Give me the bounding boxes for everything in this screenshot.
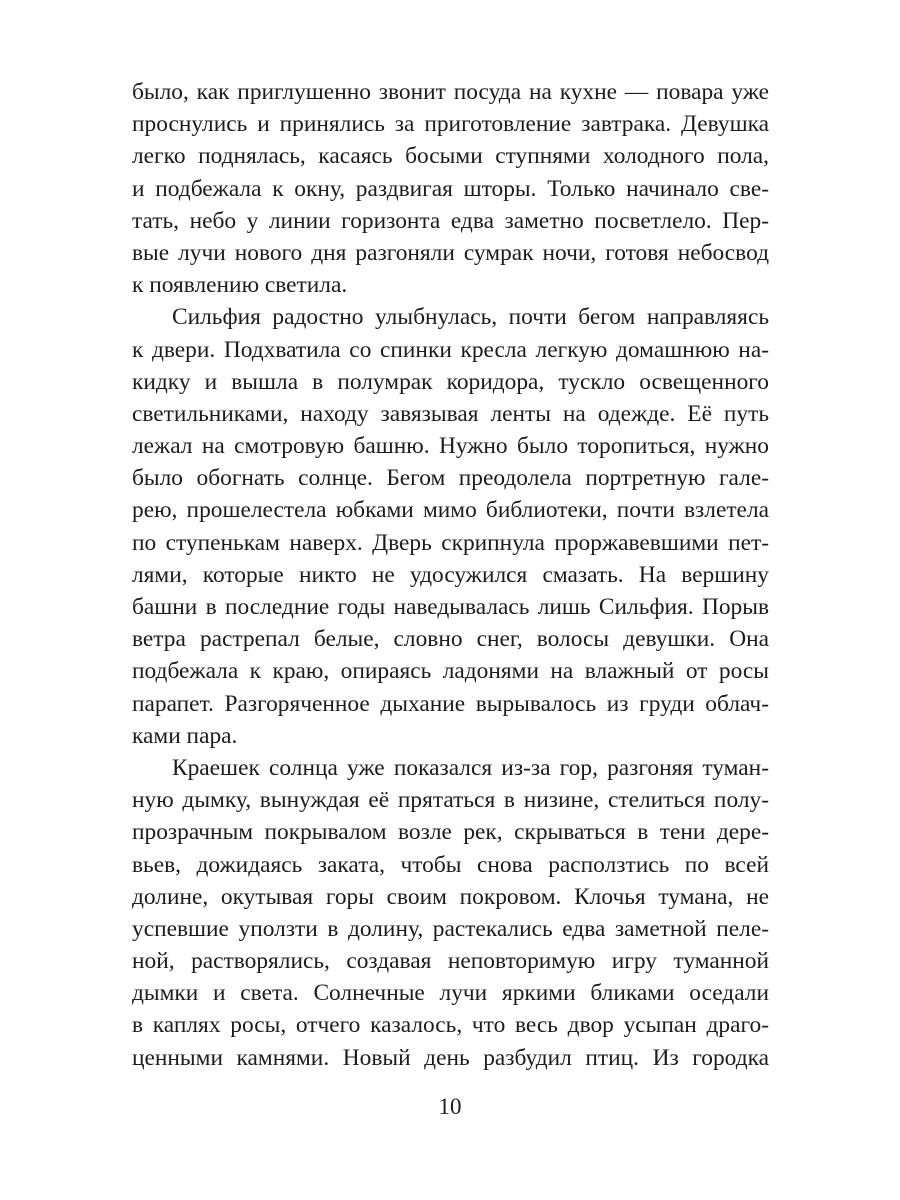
text-line: вые лучи нового дня разгоняли сумрак ночи, готовя небосвод xyxy=(132,239,769,266)
text-line: дымки и света. Солнечные лучи яркими бликами оседали xyxy=(132,980,769,1007)
text-line: по ступенькам наверх. Дверь скрипнула проржавевшими пет- xyxy=(132,529,769,556)
text-line: к двери. Подхватила со спинки кресла легкую домашнюю на- xyxy=(132,336,769,363)
text-line: ной, растворялись, создавая неповторимую игру туманной xyxy=(132,948,769,975)
paragraph-3 xyxy=(132,752,769,1074)
text-line: долине, окутывая горы своим покровом. Клочья тумана, не xyxy=(132,883,769,910)
paragraph-1 xyxy=(132,76,769,301)
text-line: Краешек солнца уже показался из-за гор, разгоняя туман- xyxy=(172,754,769,781)
text-line: ценными камнями. Новый день разбудил птиц. Из городка xyxy=(132,1044,769,1071)
text-line: светильниками, находу завязывая ленты на одежде. Её путь xyxy=(132,400,769,427)
text-line: легко поднялась, касаясь босыми ступнями холодного пола, xyxy=(132,143,769,170)
paragraph-2 xyxy=(132,301,769,752)
text-line: в каплях росы, отчего казалось, что весь двор усыпан драго- xyxy=(132,1012,769,1039)
text-line: подбежала к краю, опираясь ладонями на влажный от росы xyxy=(132,658,769,685)
text-line: к появлению светила. xyxy=(132,272,348,299)
text-line: тать, небо у линии горизонта едва заметно посветлело. Пер- xyxy=(132,207,769,234)
text-line: ную дымку, вынуждая её прятаться в низине, стелиться полу- xyxy=(132,787,769,814)
text-line: вьев, дожидаясь заката, чтобы снова расползтись по всей xyxy=(132,851,769,878)
text-line: парапет. Разгоряченное дыхание вырывалось из груди облач- xyxy=(132,690,769,717)
text-line: башни в последние годы наведывалась лишь Сильфия. Порыв xyxy=(132,594,769,620)
text-line: ками пара. xyxy=(132,722,238,749)
text-line: ветра растрепал белые, словно снег, волосы девушки. Она xyxy=(132,626,769,653)
text-line: было обогнать солнце. Бегом преодолела портретную гале- xyxy=(132,465,769,492)
page-number: 10 xyxy=(438,1094,462,1119)
text-line: рею, прошелестела юбками мимо библиотеки, почти взлетела xyxy=(132,497,769,524)
text-line: успевшие уползти в долину, растекались едва заметной пеле- xyxy=(132,915,769,942)
text-line: кидку и вышла в полумрак коридора, тускло освещенного xyxy=(132,368,769,395)
text-line: лями, которые никто не удосужился смазать. На вершину xyxy=(132,561,769,588)
text-line: Сильфия радостно улыбнулась, почти бегом направляясь xyxy=(172,304,769,331)
text-line: было, как приглушенно звонит посуда на кухне — повара уже xyxy=(132,79,769,105)
text-line: лежал на смотровую башню. Нужно было торопиться, нужно xyxy=(132,433,769,460)
text-line: проснулись и принялись за приготовление завтрака. Девушка xyxy=(132,111,769,138)
body-text xyxy=(132,76,769,1074)
text-line: и подбежала к окну, раздвигая шторы. Только начинало све- xyxy=(132,175,769,202)
text-line: прозрачным покрывалом возле рек, скрываться в тени дере- xyxy=(132,819,769,846)
